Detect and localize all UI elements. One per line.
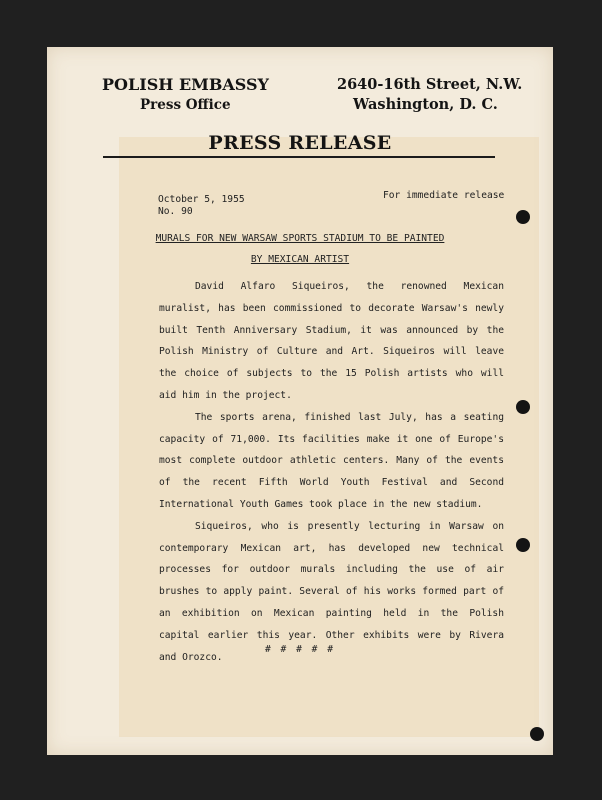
embassy-name: POLISH EMBASSY — [102, 75, 269, 94]
press-office: Press Office — [140, 97, 231, 113]
release-number: No. 90 — [158, 206, 193, 217]
headline-line-1: MURALS FOR NEW WARSAW SPORTS STADIUM TO BE PAINTED — [155, 233, 445, 244]
city-address: Washington, D. C. — [353, 96, 498, 113]
release-date: October 5, 1955 — [158, 194, 245, 205]
title-rule — [103, 156, 495, 158]
paragraph-3: Siqueiros, who is presently lecturing in Warsaw on contemporary Mexican art, has developed new technical processes for outdoor murals including the use of air brushes to apply paint. Several of his works formed part of an exhibition on Mexican painting held in the Polish capital earlier this year. Other exhibits were by Rivera and Orozco. — [159, 520, 504, 663]
punch-hole — [516, 400, 530, 414]
letterhead-left — [102, 75, 269, 115]
letterhead-right — [337, 75, 522, 115]
street-address: 2640-16th Street, N.W. — [337, 76, 523, 93]
release-note: For immediate release — [383, 190, 505, 201]
headline-line-2: BY MEXICAN ARTIST — [250, 254, 350, 265]
paragraph-2: The sports arena, finished last July, has a seating capacity of 71,000. Its facilities make it one of Europe's most complete outdoor athletic centers. Many of the events of the recent Fifth World Youth Festival and Second International Youth Games took place in the new stadium. — [159, 411, 504, 510]
end-mark: # # # # # — [265, 644, 335, 655]
page-title: PRESS RELEASE — [208, 132, 392, 154]
punch-hole — [516, 210, 530, 224]
document-page — [47, 47, 553, 755]
paragraph-1: David Alfaro Siqueiros, the renowned Mexican muralist, has been commissioned to decorate Warsaw's newly built Tenth Anniversary Stadium, it was announced by the Polish Ministry of Culture and Art. Siqueiros will leave the choice of subjects to the 15 Polish artists who will aid him in the project. — [159, 281, 504, 401]
body-text — [159, 276, 504, 668]
punch-hole — [530, 727, 544, 741]
punch-hole — [516, 538, 530, 552]
